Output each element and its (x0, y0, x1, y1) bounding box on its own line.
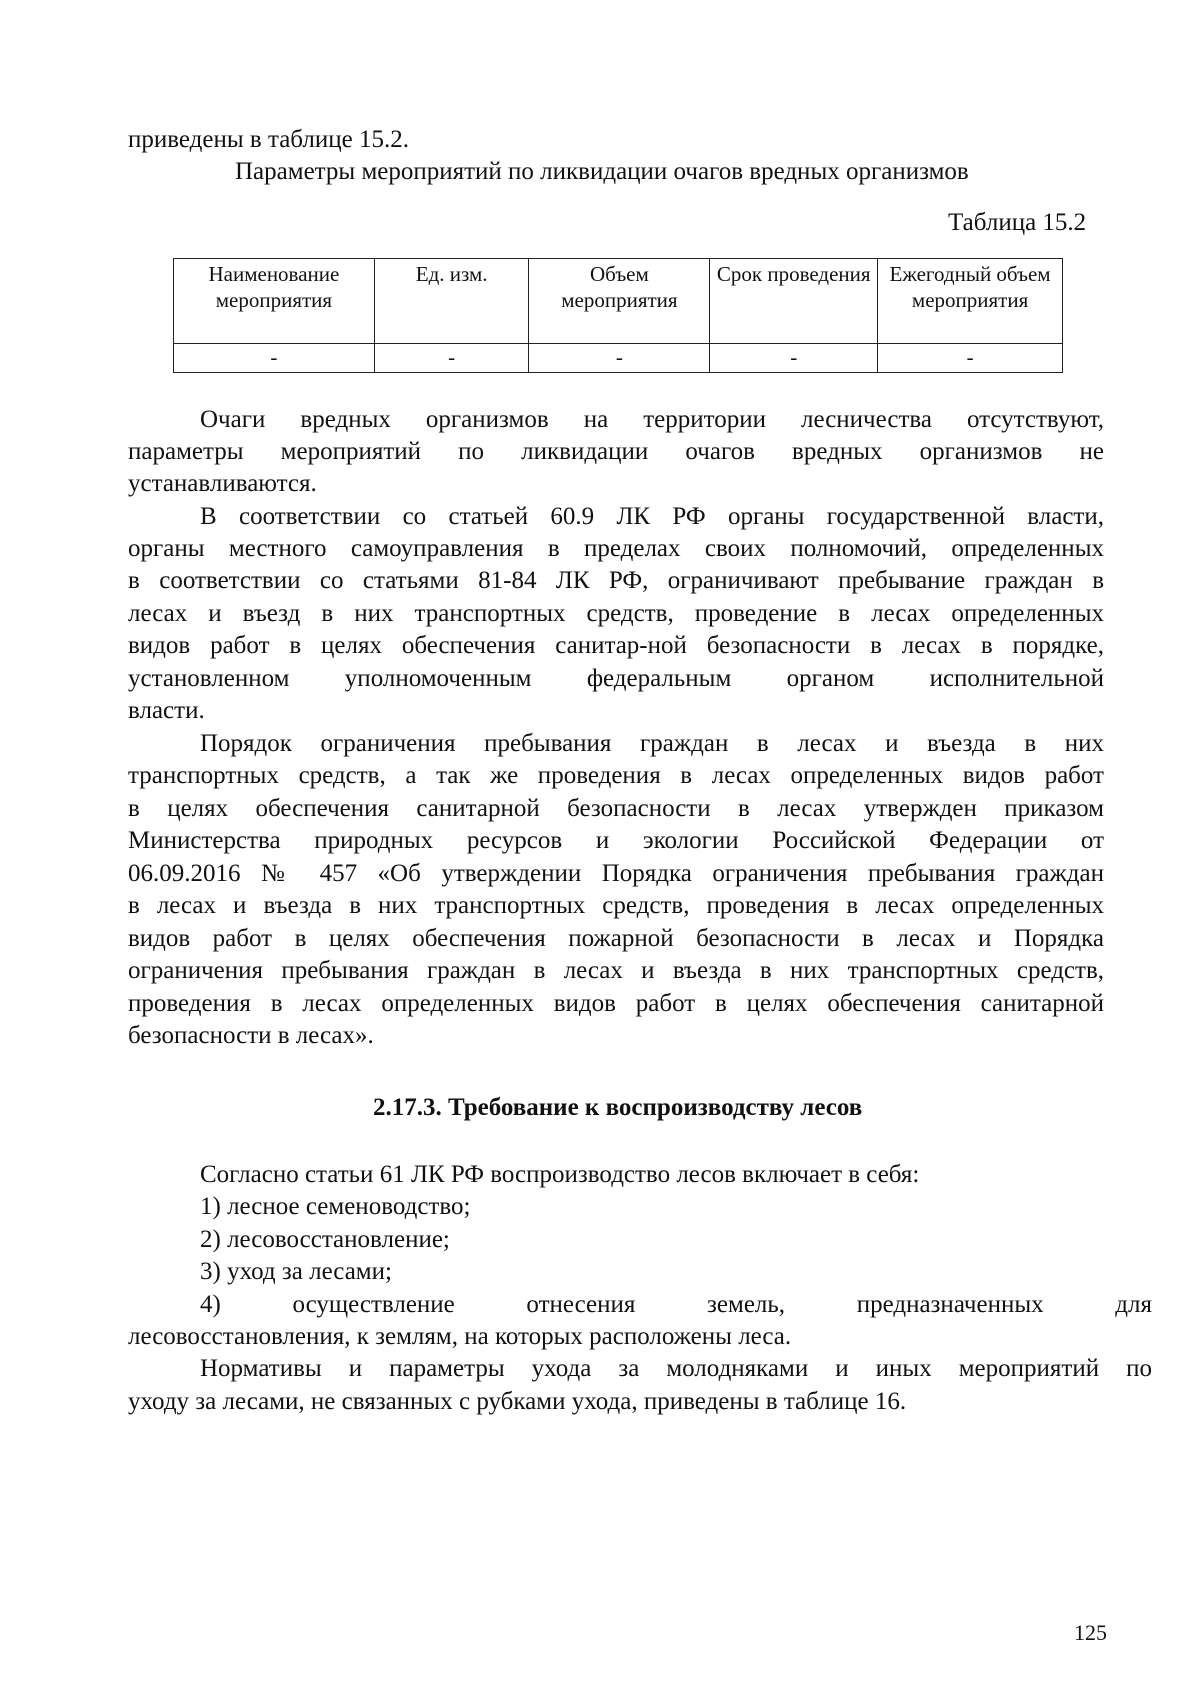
table-header-row (174, 259, 1063, 344)
table-header-cell: Ед. изм. (374, 259, 529, 344)
paragraph-1-line: Очаги вредных организмов на территории лесничества отсутствуют, (200, 406, 1104, 433)
paragraph-2-line: власти. (128, 697, 205, 724)
intro-line: приведены в таблице 15.2. (128, 126, 409, 153)
paragraph-3-line: транспортных средств, а так же проведения в лесах определенных видов работ (128, 762, 1104, 789)
table-header-cell: Ежегодный объем мероприятия (878, 259, 1063, 344)
paragraph-2-line: органы местного самоуправления в пределах своих полномочий, определенных (128, 535, 1104, 562)
paragraph-2-line: лесах и въезд в них транспортных средств, проведение в лесах определенных (128, 600, 1104, 627)
paragraph-3-line: ограничения пребывания граждан в лесах и въезда в них транспортных средств, (128, 957, 1104, 984)
section-heading: 2.17.3. Требование к воспроизводству лесов (373, 1094, 863, 1121)
paragraph-3-line: Порядок ограничения пребывания граждан в лесах и въезда в них (200, 730, 1104, 757)
paragraph-2-line: установленном уполномоченным федеральным органом исполнительной (128, 665, 1104, 692)
list-item-continuation: лесовосстановления, к землям, на которых расположены леса. (128, 1323, 792, 1350)
paragraph-1-line: параметры мероприятий по ликвидации очагов вредных организмов не (128, 438, 1104, 465)
paragraph-3-line: в лесах и въезда в них транспортных средств, проведения в лесах определенных (128, 892, 1104, 919)
parameters-table (173, 258, 1063, 373)
table-header-cell: Наименование мероприятия (174, 259, 375, 344)
paragraph-3-line: Министерства природных ресурсов и экологии Российской Федерации от (128, 827, 1104, 854)
table-cell: - (710, 344, 878, 373)
table-cell: - (878, 344, 1063, 373)
table-caption: Параметры мероприятий по ликвидации очагов вредных организмов (235, 158, 969, 185)
paragraph-2-line: В соответствии со статьей 60.9 ЛК РФ органы государственной власти, (200, 503, 1104, 530)
paragraph-2-line: в соответствии со статьями 81-84 ЛК РФ, ограничивают пребывание граждан в (128, 567, 1104, 594)
paragraph-3-line: видов работ в целях обеспечения пожарной безопасности в лесах и Порядка (128, 925, 1104, 952)
paragraph-3-line: безопасности в лесах». (128, 1022, 374, 1049)
paragraph-1-line: устанавливаются. (128, 470, 317, 497)
table-cell: - (529, 344, 710, 373)
paragraph-3-line: 06.09.2016 № 457 «Об утверждении Порядка ограничения пребывания граждан (128, 860, 1104, 887)
paragraph-2-line: видов работ в целях обеспечения санитар-ной безопасности в лесах в порядке, (128, 632, 1104, 659)
table-label: Таблица 15.2 (948, 209, 1087, 236)
list-item: 4) осуществление отнесения земель, предназначенных для (200, 1291, 1152, 1318)
table-cell: - (174, 344, 375, 373)
table-header-cell: Объем мероприятия (529, 259, 710, 344)
paragraph-4-line: Нормативы и параметры ухода за молодняками и иных мероприятий по (200, 1355, 1152, 1382)
paragraph-3-line: проведения в лесах определенных видов работ в целях обеспечения санитарной (128, 990, 1104, 1017)
paragraph-3-line: в целях обеспечения санитарной безопасности в лесах утвержден приказом (128, 795, 1104, 822)
table-header-cell: Срок проведения (710, 259, 878, 344)
page-number: 125 (1074, 1620, 1107, 1645)
paragraph-4-line: уходу за лесами, не связанных с рубками ухода, приведены в таблице 16. (128, 1388, 907, 1415)
list-item: 2) лесовосстановление; (200, 1226, 450, 1253)
table-row (174, 344, 1063, 373)
list-intro: Согласно статьи 61 ЛК РФ воспроизводство лесов включает в себя: (200, 1161, 920, 1188)
list-item: 1) лесное семеноводство; (200, 1193, 471, 1220)
list-item: 3) уход за лесами; (200, 1258, 392, 1285)
table-cell: - (374, 344, 529, 373)
